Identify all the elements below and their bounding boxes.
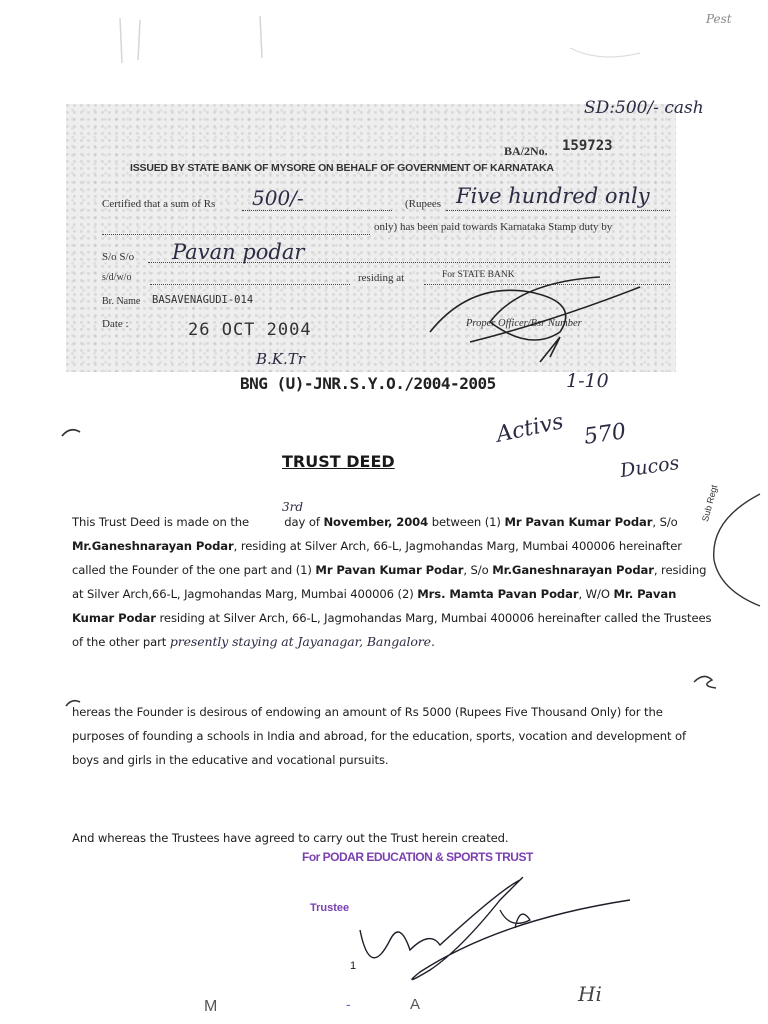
stamp-issuer: ISSUED BY STATE BANK OF MYSORE ON BEHALF OF GOVERNMENT OF KARNATAKA (130, 162, 554, 174)
date-label: Date : (102, 318, 129, 330)
hand-insert: presently staying at Jayanagar, Bangalore. (169, 634, 435, 649)
date-value: 26 OCT 2004 (188, 320, 312, 340)
bottom-mark-3: A (410, 996, 421, 1013)
document-title: TRUST DEED (282, 452, 395, 471)
payer-handwritten: Pavan podar (172, 240, 305, 264)
rupees-label: (Rupees (405, 198, 442, 210)
swd-label: s/d/w/o (102, 272, 132, 283)
only-paid-text: only) has been paid towards Karnataka Stamp duty by (374, 221, 613, 233)
rupees-words-handwritten: Five hundred only (456, 184, 650, 208)
serial-prefix: BA/2No. (504, 144, 548, 158)
rupees-line (446, 210, 670, 211)
residing-label: residing at (358, 272, 405, 284)
initials-handwritten: B.K.Tr (256, 350, 305, 368)
br-name-label: Br. Name (102, 296, 141, 307)
swd-line (150, 284, 350, 285)
registration-number: BNG (U)-JNR.S.Y.O./2004-2005 (240, 374, 496, 393)
paragraph-agreement: And whereas the Trustees have agreed to carry out the Trust herein created. (72, 831, 509, 845)
page-number: 1 (350, 960, 357, 972)
paragraph-whereas: hereas the Founder is desirous of endowing an amount of Rs 5000 (Rupees Five Thousand Only) for the purposes of founding a schools in India and abroad, for the education, sports, vocation and development of boys and girls in the educative and vocational pursuits. (72, 705, 687, 767)
bottom-mark-1: M (204, 998, 218, 1015)
trustee-signature (350, 860, 650, 990)
officer-signature (410, 262, 660, 382)
trust-stamp: For PODAR EDUCATION & SPORTS TRUST (302, 850, 533, 864)
bottom-mark-4: Hi (578, 982, 602, 1006)
blank-line (102, 234, 370, 235)
stamp-for-state: For STATE BANK (442, 270, 515, 280)
margin-squiggle (690, 672, 720, 692)
margin-note-3: Ducos (618, 451, 681, 483)
sdo-label: S/o S/o (102, 251, 135, 263)
serial-number: 159723 (562, 138, 613, 154)
registration-suffix: 1-10 (566, 370, 609, 392)
br-name-value: BASAVENAGUDI-014 (152, 294, 254, 306)
margin-tick (60, 424, 84, 440)
trustee-label: Trustee (310, 902, 350, 914)
corner-note: Pest (706, 12, 732, 26)
amount-line (242, 210, 392, 211)
officer-label: Proper Officer/Bsr Number (466, 318, 582, 329)
amount-handwritten: 500/- (252, 186, 304, 210)
stamp-amount-note: SD:500/- cash (584, 98, 704, 118)
margin-note-2: 570 (582, 419, 628, 450)
paragraph-parties: This Trust Deed is made on the day of November, 2004 between (1) Mr Pavan Kumar Podar, S/o Mr.Ganeshnarayan Podar, residing at Silver Arch, 66-L, Jagmohandas Marg, Mumbai 400006 hereinafter called the Founder of the one part and (1) Mr Pavan Kumar Podar, S/o Mr.Ganeshnarayan Podar, residing at Silver Arch,66-L, Jagmohandas Marg, Mumbai 400006 (2) Mrs. Mamta Pavan Podar, W/O Mr. Pavan Kumar Podar residing at Silver Arch, 66-L, Jagmohandas Marg, Mumbai 400006 hereinafter called the Trustees of the other part presently staying at Jayanagar, Bangalore. (72, 515, 712, 649)
bottom-mark-2: - (346, 996, 351, 1012)
pencil-scribbles (100, 8, 660, 68)
day-handwritten: 3rd (282, 500, 304, 514)
right-seal-text: Sub Regt (700, 483, 720, 523)
certified-label: Certified that a sum of Rs (102, 198, 216, 210)
margin-note-1: Activs (494, 409, 566, 448)
